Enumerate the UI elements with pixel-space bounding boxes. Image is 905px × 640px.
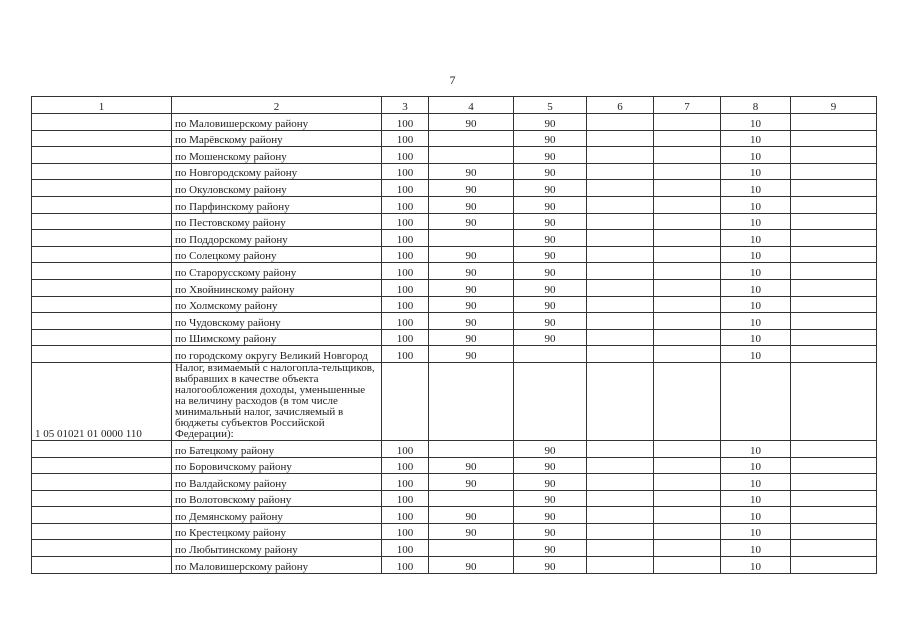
col5-value-cell: 90: [514, 507, 587, 524]
code-cell: [32, 196, 172, 213]
col7-value-cell: [654, 490, 721, 507]
col6-value-cell: [587, 230, 654, 247]
col3-value-cell: 100: [382, 196, 429, 213]
table-row: [32, 163, 877, 180]
col4-value-cell: 90: [429, 329, 514, 346]
col8-value-cell: 10: [721, 457, 791, 474]
col3-value-cell: 100: [382, 313, 429, 330]
col9-value-cell: [791, 180, 877, 197]
table-row: [32, 213, 877, 230]
column-header: 7: [654, 97, 721, 114]
col9-value-cell: [791, 313, 877, 330]
col9-value-cell: [791, 329, 877, 346]
col5-value-cell: 90: [514, 557, 587, 574]
col8-value-cell: 10: [721, 329, 791, 346]
col4-value-cell: 90: [429, 180, 514, 197]
col7-value-cell: [654, 180, 721, 197]
column-header: 2: [172, 97, 382, 114]
code-cell: [32, 163, 172, 180]
col6-value-cell: [587, 263, 654, 280]
col6-value-cell: [587, 130, 654, 147]
empty-cell: [429, 362, 514, 440]
col9-value-cell: [791, 213, 877, 230]
col7-value-cell: [654, 457, 721, 474]
column-header: 4: [429, 97, 514, 114]
col7-value-cell: [654, 196, 721, 213]
district-name-cell: по Марёвскому району: [172, 130, 382, 147]
col4-value-cell: 90: [429, 507, 514, 524]
col6-value-cell: [587, 440, 654, 457]
district-name-cell: по городскому округу Великий Новгород: [172, 346, 382, 363]
col9-value-cell: [791, 440, 877, 457]
table-row: [32, 540, 877, 557]
col8-value-cell: 10: [721, 163, 791, 180]
table-row: [32, 246, 877, 263]
code-cell: [32, 147, 172, 164]
col7-value-cell: [654, 230, 721, 247]
code-cell: [32, 523, 172, 540]
col3-value-cell: 100: [382, 440, 429, 457]
table-row: [32, 474, 877, 491]
col5-value-cell: 90: [514, 490, 587, 507]
district-name-cell: по Маловишерскому району: [172, 114, 382, 131]
col5-value-cell: 90: [514, 114, 587, 131]
col9-value-cell: [791, 557, 877, 574]
col3-value-cell: 100: [382, 346, 429, 363]
table-row: [32, 490, 877, 507]
col8-value-cell: 10: [721, 114, 791, 131]
col8-value-cell: 10: [721, 296, 791, 313]
col5-value-cell: 90: [514, 180, 587, 197]
code-cell: [32, 180, 172, 197]
col7-value-cell: [654, 213, 721, 230]
col4-value-cell: 90: [429, 557, 514, 574]
empty-cell: [721, 362, 791, 440]
code-cell: [32, 457, 172, 474]
empty-cell: [654, 362, 721, 440]
col8-value-cell: 10: [721, 263, 791, 280]
table-header-row: [32, 97, 877, 114]
col3-value-cell: 100: [382, 263, 429, 280]
col5-value-cell: 90: [514, 540, 587, 557]
col9-value-cell: [791, 457, 877, 474]
col8-value-cell: 10: [721, 474, 791, 491]
col3-value-cell: 100: [382, 557, 429, 574]
col7-value-cell: [654, 114, 721, 131]
col5-value-cell: 90: [514, 263, 587, 280]
col6-value-cell: [587, 114, 654, 131]
col7-value-cell: [654, 246, 721, 263]
col7-value-cell: [654, 163, 721, 180]
district-name-cell: по Мошенскому району: [172, 147, 382, 164]
col4-value-cell: 90: [429, 213, 514, 230]
col8-value-cell: 10: [721, 130, 791, 147]
table-row: [32, 523, 877, 540]
col5-value-cell: 90: [514, 230, 587, 247]
col6-value-cell: [587, 246, 654, 263]
table-row: [32, 230, 877, 247]
code-cell: [32, 213, 172, 230]
code-cell: [32, 507, 172, 524]
col6-value-cell: [587, 196, 654, 213]
district-name-cell: по Валдайскому району: [172, 474, 382, 491]
col4-value-cell: 90: [429, 263, 514, 280]
table-row: [32, 507, 877, 524]
code-cell: [32, 557, 172, 574]
col7-value-cell: [654, 346, 721, 363]
col8-value-cell: 10: [721, 147, 791, 164]
col7-value-cell: [654, 130, 721, 147]
col4-value-cell: 90: [429, 296, 514, 313]
col5-value-cell: 90: [514, 163, 587, 180]
col4-value-cell: 90: [429, 279, 514, 296]
col9-value-cell: [791, 474, 877, 491]
col8-value-cell: 10: [721, 440, 791, 457]
col8-value-cell: 10: [721, 180, 791, 197]
code-cell: [32, 474, 172, 491]
column-header: 3: [382, 97, 429, 114]
table-row: [32, 279, 877, 296]
column-header: 6: [587, 97, 654, 114]
code-cell: [32, 490, 172, 507]
code-cell: [32, 246, 172, 263]
col3-value-cell: 100: [382, 490, 429, 507]
col5-value-cell: 90: [514, 296, 587, 313]
col4-value-cell: 90: [429, 474, 514, 491]
empty-cell: [382, 362, 429, 440]
col6-value-cell: [587, 474, 654, 491]
table-row: [32, 346, 877, 363]
col4-value-cell: 90: [429, 457, 514, 474]
col9-value-cell: [791, 346, 877, 363]
col3-value-cell: 100: [382, 540, 429, 557]
table-row: [32, 147, 877, 164]
col4-value-cell: 90: [429, 346, 514, 363]
col3-value-cell: 100: [382, 329, 429, 346]
col4-value-cell: [429, 230, 514, 247]
col5-value-cell: 90: [514, 213, 587, 230]
code-cell: [32, 440, 172, 457]
revenue-distribution-table: [31, 96, 877, 574]
table-row: [32, 313, 877, 330]
table-row: [32, 457, 877, 474]
district-name-cell: по Хвойнинскому району: [172, 279, 382, 296]
col5-value-cell: 90: [514, 523, 587, 540]
col5-value-cell: 90: [514, 457, 587, 474]
col6-value-cell: [587, 147, 654, 164]
col4-value-cell: [429, 147, 514, 164]
district-name-cell: по Маловишерскому району: [172, 557, 382, 574]
col5-value-cell: [514, 346, 587, 363]
district-name-cell: по Батецкому району: [172, 440, 382, 457]
col5-value-cell: 90: [514, 246, 587, 263]
district-name-cell: по Шимскому району: [172, 329, 382, 346]
col7-value-cell: [654, 557, 721, 574]
col8-value-cell: 10: [721, 540, 791, 557]
col8-value-cell: 10: [721, 279, 791, 296]
col6-value-cell: [587, 457, 654, 474]
col9-value-cell: [791, 114, 877, 131]
district-name-cell: по Старорусскому району: [172, 263, 382, 280]
col9-value-cell: [791, 540, 877, 557]
col4-value-cell: 90: [429, 196, 514, 213]
col8-value-cell: 10: [721, 230, 791, 247]
code-cell: [32, 346, 172, 363]
col5-value-cell: 90: [514, 147, 587, 164]
code-cell: [32, 329, 172, 346]
col6-value-cell: [587, 279, 654, 296]
table-row: [32, 130, 877, 147]
col6-value-cell: [587, 180, 654, 197]
col4-value-cell: [429, 540, 514, 557]
page-number: 7: [449, 73, 456, 87]
district-name-cell: по Волотовскому району: [172, 490, 382, 507]
empty-cell: [791, 362, 877, 440]
col5-value-cell: 90: [514, 440, 587, 457]
col5-value-cell: 90: [514, 196, 587, 213]
empty-cell: [587, 362, 654, 440]
district-name-cell: по Боровичскому району: [172, 457, 382, 474]
col3-value-cell: 100: [382, 507, 429, 524]
col9-value-cell: [791, 246, 877, 263]
table-row: [32, 114, 877, 131]
col8-value-cell: 10: [721, 523, 791, 540]
col9-value-cell: [791, 507, 877, 524]
table-row: [32, 440, 877, 457]
district-name-cell: по Демянскому району: [172, 507, 382, 524]
col7-value-cell: [654, 329, 721, 346]
col6-value-cell: [587, 329, 654, 346]
table-row: [32, 557, 877, 574]
col8-value-cell: 10: [721, 346, 791, 363]
col7-value-cell: [654, 540, 721, 557]
col5-value-cell: 90: [514, 329, 587, 346]
col3-value-cell: 100: [382, 296, 429, 313]
col6-value-cell: [587, 490, 654, 507]
table-row: [32, 180, 877, 197]
col6-value-cell: [587, 213, 654, 230]
col8-value-cell: 10: [721, 507, 791, 524]
code-cell: [32, 263, 172, 280]
col9-value-cell: [791, 163, 877, 180]
table-row: [32, 296, 877, 313]
col9-value-cell: [791, 490, 877, 507]
budget-classification-code: 1 05 01021 01 0000 110: [32, 362, 172, 440]
col4-value-cell: 90: [429, 246, 514, 263]
col4-value-cell: 90: [429, 313, 514, 330]
column-header: 9: [791, 97, 877, 114]
col5-value-cell: 90: [514, 313, 587, 330]
col8-value-cell: 10: [721, 246, 791, 263]
col7-value-cell: [654, 474, 721, 491]
col3-value-cell: 100: [382, 163, 429, 180]
col3-value-cell: 100: [382, 523, 429, 540]
table-row: [32, 263, 877, 280]
col3-value-cell: 100: [382, 474, 429, 491]
col7-value-cell: [654, 507, 721, 524]
col3-value-cell: 100: [382, 147, 429, 164]
col6-value-cell: [587, 523, 654, 540]
col9-value-cell: [791, 230, 877, 247]
col9-value-cell: [791, 279, 877, 296]
col7-value-cell: [654, 147, 721, 164]
col3-value-cell: 100: [382, 213, 429, 230]
col3-value-cell: 100: [382, 114, 429, 131]
district-name-cell: по Новгородскому району: [172, 163, 382, 180]
district-name-cell: по Поддорскому району: [172, 230, 382, 247]
col4-value-cell: 90: [429, 114, 514, 131]
col6-value-cell: [587, 346, 654, 363]
col3-value-cell: 100: [382, 279, 429, 296]
col3-value-cell: 100: [382, 180, 429, 197]
col8-value-cell: 10: [721, 490, 791, 507]
col4-value-cell: [429, 490, 514, 507]
tax-code-row: [32, 362, 877, 440]
column-header: 5: [514, 97, 587, 114]
district-name-cell: по Пестовскому району: [172, 213, 382, 230]
column-header: 1: [32, 97, 172, 114]
col7-value-cell: [654, 313, 721, 330]
col4-value-cell: [429, 130, 514, 147]
col6-value-cell: [587, 163, 654, 180]
col4-value-cell: 90: [429, 523, 514, 540]
table-row: [32, 196, 877, 213]
col3-value-cell: 100: [382, 230, 429, 247]
col4-value-cell: 90: [429, 163, 514, 180]
col8-value-cell: 10: [721, 196, 791, 213]
district-name-cell: по Холмскому району: [172, 296, 382, 313]
code-cell: [32, 279, 172, 296]
col7-value-cell: [654, 440, 721, 457]
col3-value-cell: 100: [382, 246, 429, 263]
col5-value-cell: 90: [514, 130, 587, 147]
col5-value-cell: 90: [514, 474, 587, 491]
code-cell: [32, 130, 172, 147]
tax-description: Налог, взимаемый с налогопла-тельщиков, выбравших в качестве объекта налогообложения доходы, уменьшенные на величину расходов (в том числе минимальный налог, зачисляемый в бюджеты субъектов Российской Федерации):: [172, 362, 382, 440]
district-name-cell: по Солецкому району: [172, 246, 382, 263]
code-cell: [32, 114, 172, 131]
col4-value-cell: [429, 440, 514, 457]
col9-value-cell: [791, 130, 877, 147]
district-name-cell: по Окуловскому району: [172, 180, 382, 197]
col9-value-cell: [791, 196, 877, 213]
col8-value-cell: 10: [721, 313, 791, 330]
col9-value-cell: [791, 263, 877, 280]
code-cell: [32, 296, 172, 313]
col8-value-cell: 10: [721, 557, 791, 574]
col9-value-cell: [791, 523, 877, 540]
table-row: [32, 329, 877, 346]
code-cell: [32, 230, 172, 247]
col6-value-cell: [587, 313, 654, 330]
col7-value-cell: [654, 279, 721, 296]
district-name-cell: по Любытинскому району: [172, 540, 382, 557]
district-name-cell: по Чудовскому району: [172, 313, 382, 330]
col7-value-cell: [654, 296, 721, 313]
col9-value-cell: [791, 296, 877, 313]
district-name-cell: по Парфинскому району: [172, 196, 382, 213]
col3-value-cell: 100: [382, 457, 429, 474]
col8-value-cell: 10: [721, 213, 791, 230]
col7-value-cell: [654, 263, 721, 280]
empty-cell: [514, 362, 587, 440]
code-cell: [32, 313, 172, 330]
col3-value-cell: 100: [382, 130, 429, 147]
col6-value-cell: [587, 540, 654, 557]
district-name-cell: по Крестецкому району: [172, 523, 382, 540]
col6-value-cell: [587, 296, 654, 313]
code-cell: [32, 540, 172, 557]
col7-value-cell: [654, 523, 721, 540]
column-header: 8: [721, 97, 791, 114]
col6-value-cell: [587, 507, 654, 524]
col5-value-cell: 90: [514, 279, 587, 296]
col6-value-cell: [587, 557, 654, 574]
col9-value-cell: [791, 147, 877, 164]
